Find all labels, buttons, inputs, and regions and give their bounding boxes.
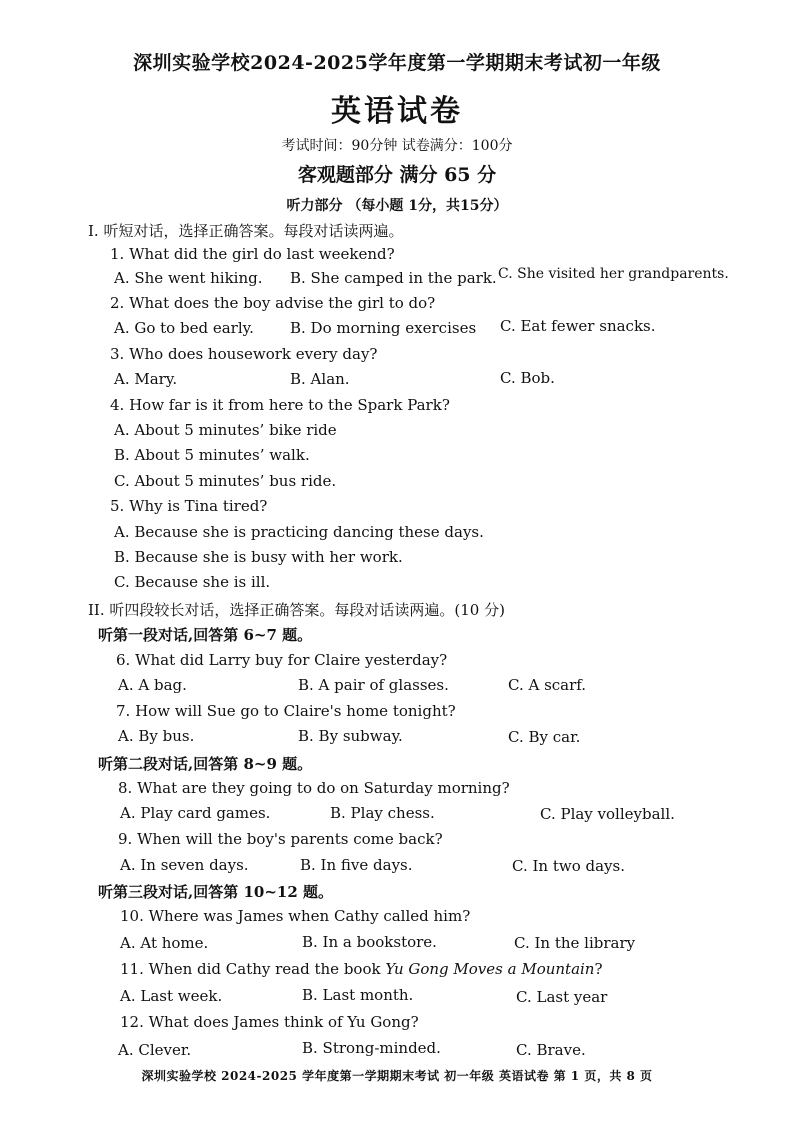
question-1: 1. What did the girl do last weekend? [110, 245, 395, 263]
question-6: 6. What did Larry buy for Claire yesterday? [116, 651, 448, 669]
q1-option-a: A. She went hiking. [114, 269, 263, 287]
q10-option-a: A. At home. [120, 934, 209, 952]
q3-option-a: A. Mary. [114, 370, 178, 388]
question-12: 12. What does James think of Yu Gong? [120, 1013, 419, 1031]
question-2: 2. What does the boy advise the girl to do? [110, 294, 436, 312]
q1-option-b: B. She camped in the park. [290, 269, 497, 287]
q11-option-a: A. Last week. [120, 987, 223, 1005]
exam-meta: 考试时间：90分钟 试卷满分：100分 [281, 138, 513, 154]
q8-option-c: C. Play volleyball. [540, 805, 675, 823]
q9-option-c: C. In two days. [512, 857, 625, 875]
q11-option-c: C. Last year [516, 988, 608, 1006]
q4-option-b: B. About 5 minutes’ walk. [114, 446, 310, 464]
q9-option-b: B. In five days. [300, 856, 413, 874]
question-8: 8. What are they going to do on Saturday morning? [118, 779, 510, 797]
question-5: 5. Why is Tina tired? [110, 497, 268, 515]
q3-option-c: C. Bob. [500, 369, 555, 387]
book-title: Yu Gong Moves a Mountain [385, 960, 595, 978]
question-10: 10. Where was James when Cathy called him? [120, 907, 471, 925]
question-4: 4. How far is it from here to the Spark Park? [110, 396, 450, 414]
q2-option-c: C. Eat fewer snacks. [500, 317, 656, 335]
q3-option-b: B. Alan. [290, 370, 350, 388]
q8-option-b: B. Play chess. [330, 804, 435, 822]
q9-option-a: A. In seven days. [120, 856, 249, 874]
q12-option-c: C. Brave. [516, 1041, 586, 1059]
paper-title: 英语试卷 [331, 94, 463, 129]
question-7: 7. How will Sue go to Claire's home tonight? [116, 702, 456, 720]
q10-option-b: B. In a bookstore. [302, 933, 437, 951]
question-11 [120, 960, 603, 978]
question-11-suffix: ? [594, 960, 603, 978]
q11-option-b: B. Last month. [302, 986, 414, 1004]
dialogue-1-heading: 听第一段对话,回答第 6~7 题。 [98, 626, 313, 644]
q12-option-a: A. Clever. [118, 1041, 192, 1059]
question-9: 9. When will the boy's parents come back? [118, 830, 443, 848]
q6-option-a: A. A bag. [118, 676, 187, 694]
q6-option-c: C. A scarf. [508, 676, 587, 694]
q4-option-a: A. About 5 minutes’ bike ride [114, 421, 337, 439]
q4-option-c: C. About 5 minutes’ bus ride. [114, 472, 337, 490]
question-3: 3. Who does housework every day? [110, 345, 378, 363]
q5-option-a: A. Because she is practicing dancing these days. [114, 523, 484, 541]
question-11-prefix: 11. When did Cathy read the book [120, 960, 386, 978]
q5-option-c: C. Because she is ill. [114, 573, 271, 591]
q7-option-b: B. By subway. [298, 727, 403, 745]
objective-heading: 客观题部分 满分 65 分 [297, 164, 497, 186]
section-2-heading: II. 听四段较长对话，选择正确答案。每段对话读两遍。(10 分) [88, 601, 505, 619]
q2-option-a: A. Go to bed early. [114, 319, 254, 337]
page-footer: 深圳实验学校 2024-2025 学年度第一学期期末考试 初一年级 英语试卷 第 1 页，共 8 页 [141, 1069, 653, 1083]
q10-option-c: C. In the library [514, 934, 636, 952]
section-1-heading: I. 听短对话，选择正确答案。每段对话读两遍。 [88, 222, 404, 240]
dialogue-2-heading: 听第二段对话,回答第 8~9 题。 [98, 755, 313, 773]
q8-option-a: A. Play card games. [120, 804, 271, 822]
q6-option-b: B. A pair of glasses. [298, 676, 449, 694]
q12-option-b: B. Strong-minded. [302, 1039, 441, 1057]
q7-option-c: C. By car. [508, 728, 581, 746]
q1-option-c: C. She visited her grandparents. [498, 266, 729, 282]
listening-heading: 听力部分 （每小题 1分，共15分） [286, 198, 508, 214]
school-exam-line: 深圳实验学校2024-2025学年度第一学期期末考试初一年级 [133, 52, 661, 74]
q7-option-a: A. By bus. [118, 727, 195, 745]
q2-option-b: B. Do morning exercises [290, 319, 477, 337]
dialogue-3-heading: 听第三段对话,回答第 10~12 题。 [98, 883, 333, 901]
q5-option-b: B. Because she is busy with her work. [114, 548, 403, 566]
